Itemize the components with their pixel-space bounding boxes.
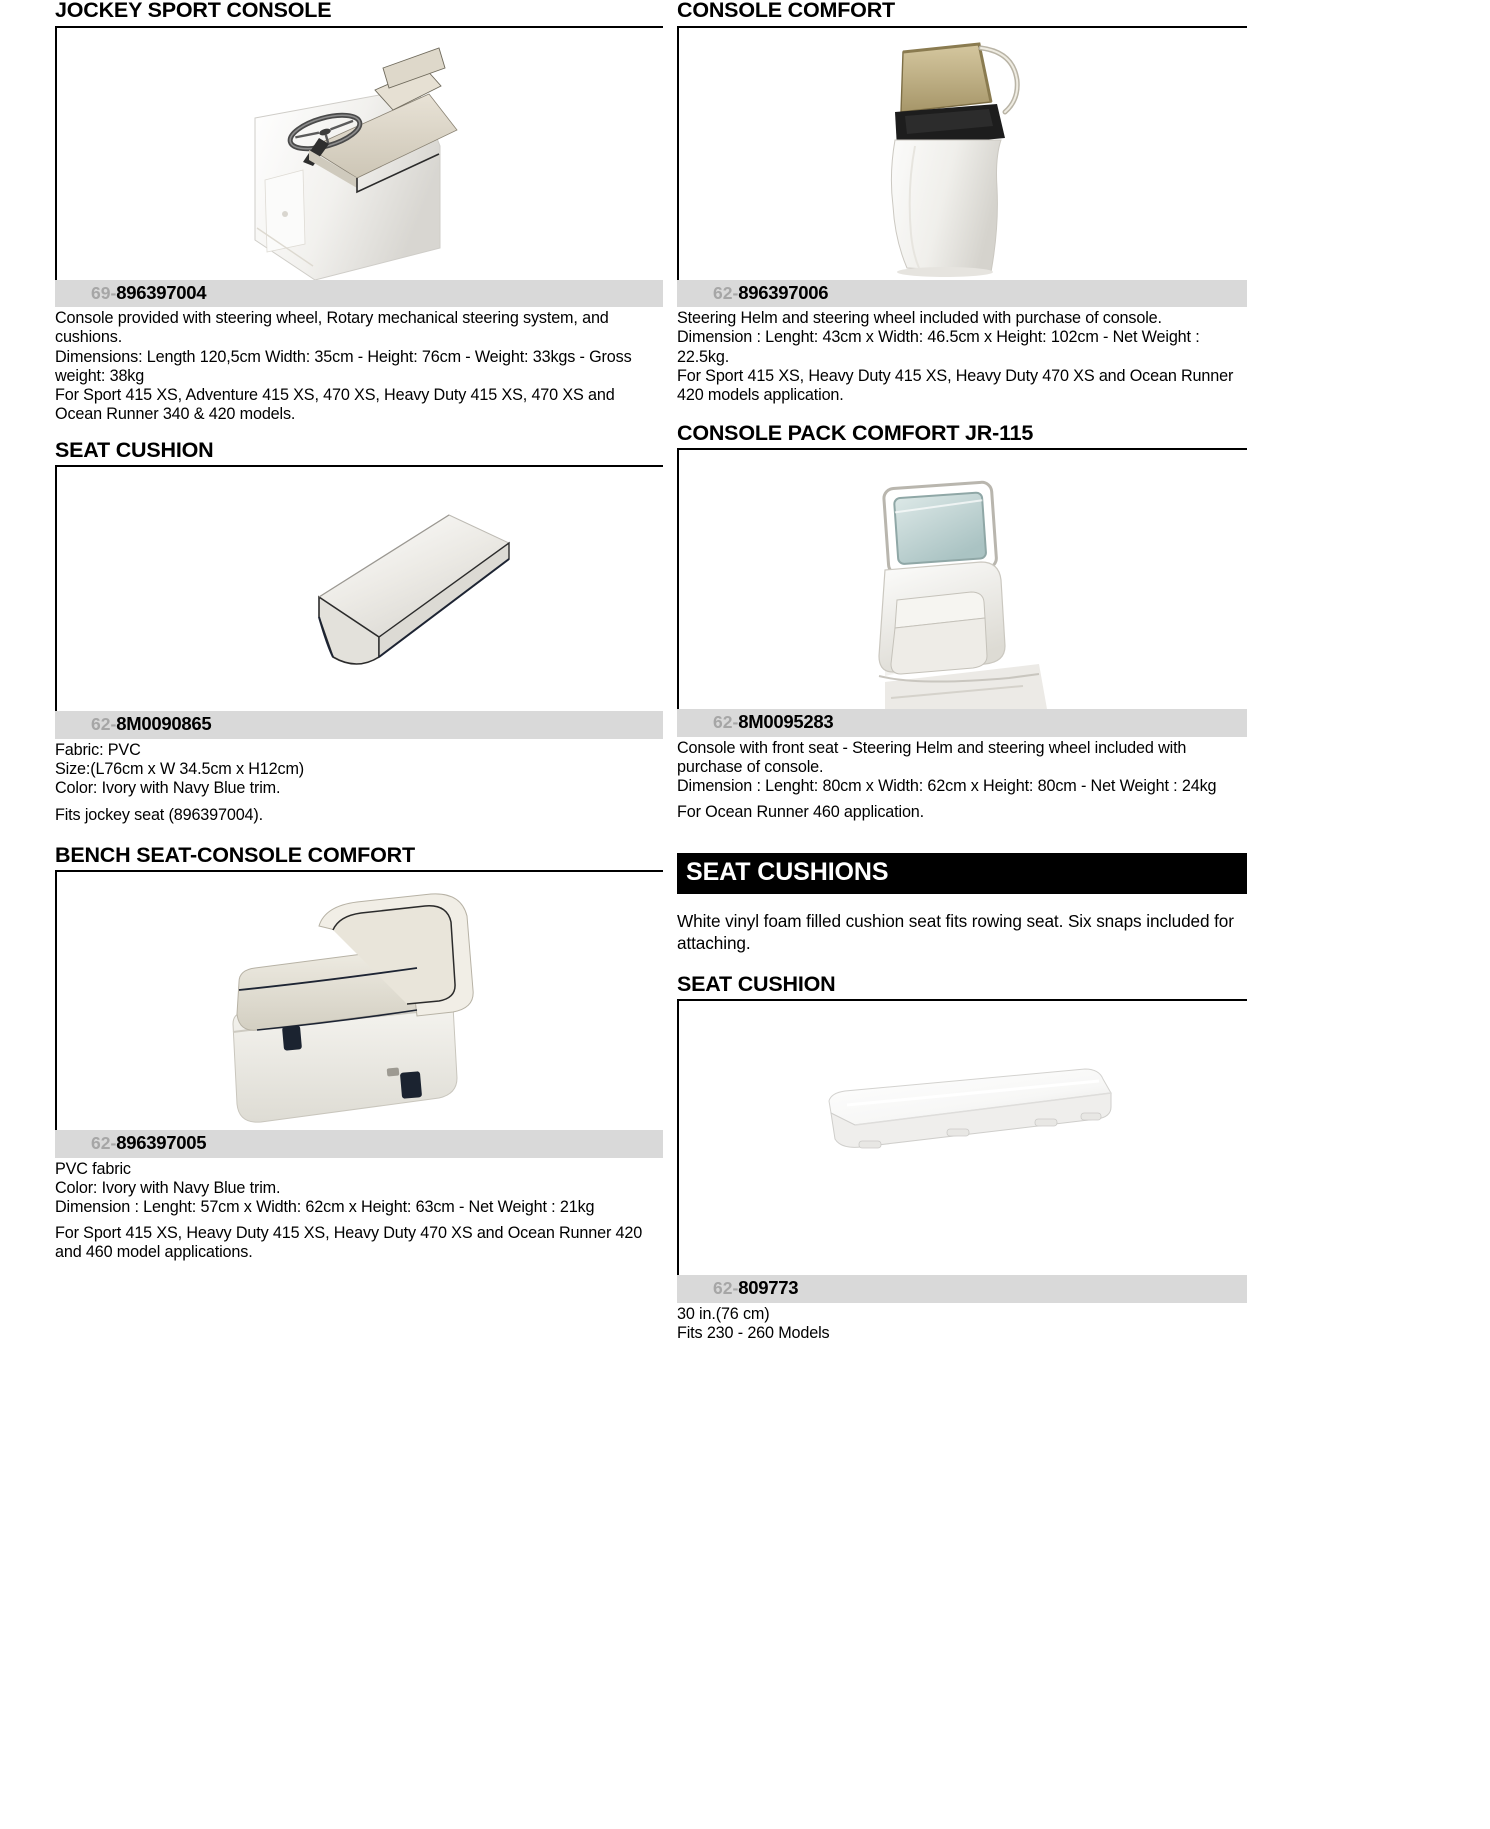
section-heading: SEAT CUSHION bbox=[55, 440, 663, 468]
product-block-console-comfort bbox=[677, 0, 1247, 405]
product-image-seat-cushion bbox=[55, 467, 663, 711]
description-line: Dimension : Lenght: 57cm x Width: 62cm x Height: 63cm - Net Weight : 21kg bbox=[55, 1198, 595, 1217]
part-number: 8M0090865 bbox=[116, 713, 212, 735]
product-block-console-pack-comfort bbox=[677, 420, 1247, 823]
part-number: 8M0095283 bbox=[738, 711, 834, 733]
description-line: Dimension : Lenght: 80cm x Width: 62cm x Height: 80cm - Net Weight : 24kg bbox=[677, 777, 1217, 796]
product-image-console-pack-comfort bbox=[677, 450, 1247, 709]
section-intro-text: White vinyl foam filled cushion seat fits rowing seat. Six snaps included for attaching. bbox=[677, 910, 1234, 953]
part-number-bar bbox=[677, 280, 1247, 308]
part-dash: - bbox=[732, 712, 739, 733]
product-description bbox=[677, 737, 1247, 822]
product-block-bench-seat bbox=[55, 842, 663, 1263]
section-heading: CONSOLE PACK COMFORT JR-115 bbox=[677, 423, 1247, 451]
description-line: Console provided with steering wheel, Rotary mechanical steering system, and cushions. bbox=[55, 309, 609, 347]
part-number: 896397006 bbox=[738, 281, 829, 303]
description-line: 30 in.(76 cm) bbox=[677, 1304, 770, 1323]
console-pack-comfort-illustration bbox=[679, 450, 1247, 709]
console-comfort-illustration bbox=[679, 28, 1247, 280]
seat-cushions-section bbox=[677, 853, 1247, 1344]
product-image-bench-seat bbox=[55, 872, 663, 1130]
product-image-seat-cushion-809773 bbox=[677, 1001, 1247, 1275]
description-line: PVC fabric bbox=[55, 1159, 131, 1178]
description-line: Dimension : Lenght: 43cm x Width: 46.5cm x Height: 102cm - Net Weight : 22.5kg. bbox=[677, 328, 1200, 366]
description-line: Fabric: PVC bbox=[55, 741, 141, 760]
part-number-bar bbox=[55, 711, 663, 739]
product-description bbox=[55, 1158, 663, 1263]
section-heading: JOCKEY SPORT CONSOLE bbox=[55, 0, 663, 28]
section-heading: BENCH SEAT-CONSOLE COMFORT bbox=[55, 845, 663, 873]
description-line: Color: Ivory with Navy Blue trim. bbox=[55, 1179, 281, 1198]
description-line: Fits 230 - 260 Models bbox=[677, 1324, 830, 1343]
description-line: Console with front seat - Steering Helm and steering wheel included with purchase of console. bbox=[677, 739, 1187, 777]
part-number-bar bbox=[55, 1130, 663, 1158]
part-dash: - bbox=[732, 282, 739, 303]
description-line: For Sport 415 XS, Heavy Duty 415 XS, Heavy Duty 470 XS and Ocean Runner 420 and 460 model applications. bbox=[55, 1224, 643, 1262]
jockey-sport-console-illustration bbox=[57, 28, 663, 280]
product-description bbox=[677, 307, 1247, 405]
part-prefix: 69 bbox=[91, 282, 111, 303]
part-number-bar bbox=[55, 280, 663, 308]
part-dash: - bbox=[732, 1278, 739, 1299]
description-line: Color: Ivory with Navy Blue trim. bbox=[55, 779, 281, 798]
description-line: For Ocean Runner 460 application. bbox=[677, 803, 925, 822]
part-dash: - bbox=[110, 1133, 117, 1154]
part-number-bar bbox=[677, 1275, 1247, 1303]
product-description bbox=[55, 739, 663, 824]
product-block-seat-cushion bbox=[55, 437, 663, 825]
description-line: For Sport 415 XS, Heavy Duty 415 XS, Heavy Duty 470 XS and Ocean Runner 420 models application. bbox=[677, 366, 1234, 404]
part-prefix: 62 bbox=[91, 714, 111, 735]
product-block-jockey-sport-console bbox=[55, 0, 663, 424]
part-number: 809773 bbox=[738, 1277, 799, 1299]
description-line: Fits jockey seat (896397004). bbox=[55, 805, 264, 824]
product-description bbox=[677, 1303, 1247, 1343]
part-number: 896397004 bbox=[116, 281, 207, 303]
description-line: For Sport 415 XS, Adventure 415 XS, 470 XS, Heavy Duty 415 XS, 470 XS and Ocean Runner 340 & 420 models. bbox=[55, 385, 615, 423]
right-column bbox=[677, 0, 1247, 1343]
part-prefix: 62 bbox=[713, 712, 733, 733]
section-heading: SEAT CUSHION bbox=[677, 974, 1247, 1002]
product-image-jockey-sport-console bbox=[55, 28, 663, 280]
description-line: Dimensions: Length 120,5cm Width: 35cm - Height: 76cm - Weight: 33kgs - Gross weight: 38kg bbox=[55, 347, 632, 385]
part-prefix: 62 bbox=[91, 1133, 111, 1154]
part-number: 896397005 bbox=[116, 1132, 207, 1154]
section-heading: CONSOLE COMFORT bbox=[677, 0, 1247, 28]
part-prefix: 62 bbox=[713, 282, 733, 303]
part-number-bar bbox=[677, 709, 1247, 737]
part-dash: - bbox=[110, 282, 117, 303]
part-dash: - bbox=[110, 714, 117, 735]
bench-seat-illustration bbox=[57, 872, 663, 1130]
part-prefix: 62 bbox=[713, 1278, 733, 1299]
seat-cushion-illustration bbox=[57, 467, 663, 711]
product-image-console-comfort bbox=[677, 28, 1247, 280]
description-line: Steering Helm and steering wheel included with purchase of console. bbox=[677, 309, 1162, 328]
description-line: Size:(L76cm x W 34.5cm x H12cm) bbox=[55, 760, 305, 779]
left-column bbox=[55, 0, 663, 1263]
white-vinyl-cushion-illustration bbox=[679, 1001, 1247, 1275]
product-description bbox=[55, 307, 663, 424]
section-banner-title: SEAT CUSHIONS bbox=[677, 853, 1247, 894]
